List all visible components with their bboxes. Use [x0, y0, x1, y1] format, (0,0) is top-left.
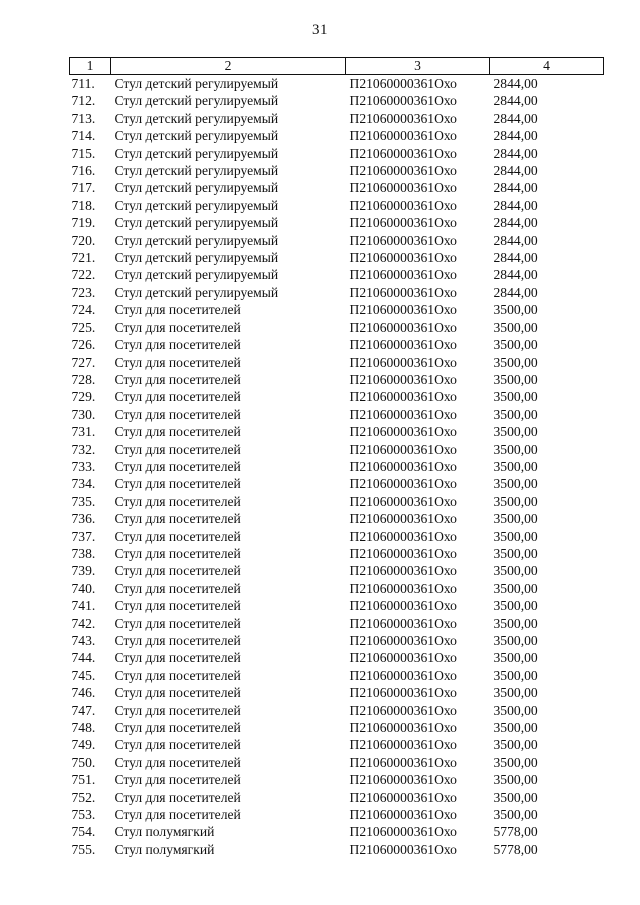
- row-number: 748.: [71, 720, 96, 736]
- item-price: 2844,00: [493, 93, 538, 109]
- header-col-4: 4: [490, 58, 604, 75]
- item-price: 3500,00: [493, 580, 538, 596]
- item-name: Стул для посетителей: [114, 563, 241, 579]
- item-name: Стул детский регулируемый: [114, 250, 279, 266]
- item-price: 2844,00: [493, 128, 538, 144]
- table-body: [70, 75, 604, 859]
- item-name: Стул детский регулируемый: [114, 93, 279, 109]
- table-row: [70, 232, 604, 249]
- item-name: Стул для посетителей: [114, 754, 241, 770]
- item-name: Стул полумягкий: [114, 841, 215, 857]
- item-name: Стул для посетителей: [114, 476, 241, 492]
- row-number: 714.: [71, 128, 96, 144]
- row-number: 725.: [71, 319, 96, 335]
- inventory-code: П21060000361Охо: [349, 389, 457, 405]
- item-price: 3500,00: [493, 807, 538, 823]
- inventory-code: П21060000361Охо: [349, 337, 457, 353]
- table-row: [70, 92, 604, 109]
- row-number: 722.: [71, 267, 96, 283]
- item-price: 3500,00: [493, 441, 538, 457]
- row-number: 733.: [71, 458, 96, 474]
- row-number: 717.: [71, 180, 96, 196]
- item-name: Стул для посетителей: [114, 667, 241, 683]
- table-row: [70, 684, 604, 701]
- item-price: 2844,00: [493, 145, 538, 161]
- inventory-code: П21060000361Охо: [349, 441, 457, 457]
- item-price: 3500,00: [493, 337, 538, 353]
- table-row: [70, 580, 604, 597]
- table-row: [70, 510, 604, 527]
- inventory-code: П21060000361Охо: [349, 563, 457, 579]
- row-number: 718.: [71, 197, 96, 213]
- inventory-code: П21060000361Охо: [349, 493, 457, 509]
- row-number: 715.: [71, 145, 96, 161]
- item-price: 3500,00: [493, 511, 538, 527]
- row-number: 747.: [71, 702, 96, 718]
- item-name: Стул для посетителей: [114, 354, 241, 370]
- table-row: [70, 562, 604, 579]
- inventory-code: П21060000361Охо: [349, 511, 457, 527]
- row-number: 730.: [71, 406, 96, 422]
- item-name: Стул для посетителей: [114, 319, 241, 335]
- inventory-code: П21060000361Охо: [349, 754, 457, 770]
- row-number: 723.: [71, 284, 96, 300]
- table-row: [70, 789, 604, 806]
- table-row: [70, 162, 604, 179]
- item-price: 2844,00: [493, 232, 538, 248]
- item-name: Стул для посетителей: [114, 598, 241, 614]
- table-row: [70, 719, 604, 736]
- item-name: Стул для посетителей: [114, 389, 241, 405]
- inventory-code: П21060000361Охо: [349, 110, 457, 126]
- item-price: 3500,00: [493, 545, 538, 561]
- item-price: 3500,00: [493, 424, 538, 440]
- item-name: Стул детский регулируемый: [114, 76, 279, 91]
- row-number: 745.: [71, 667, 96, 683]
- item-name: Стул детский регулируемый: [114, 284, 279, 300]
- item-price: 5778,00: [493, 841, 538, 857]
- row-number: 735.: [71, 493, 96, 509]
- inventory-code: П21060000361Охо: [349, 615, 457, 631]
- inventory-code: П21060000361Охо: [349, 528, 457, 544]
- table-row: [70, 371, 604, 388]
- row-number: 741.: [71, 598, 96, 614]
- item-name: Стул для посетителей: [114, 458, 241, 474]
- item-price: 3500,00: [493, 528, 538, 544]
- item-price: 3500,00: [493, 563, 538, 579]
- row-number: 713.: [71, 110, 96, 126]
- item-price: 2844,00: [493, 110, 538, 126]
- row-number: 744.: [71, 650, 96, 666]
- item-price: 3500,00: [493, 598, 538, 614]
- table-row: [70, 266, 604, 283]
- row-number: 736.: [71, 511, 96, 527]
- item-price: 2844,00: [493, 163, 538, 179]
- item-name: Стул для посетителей: [114, 337, 241, 353]
- inventory-code: П21060000361Охо: [349, 580, 457, 596]
- row-number: 743.: [71, 633, 96, 648]
- table-row: [70, 649, 604, 666]
- item-price: 3500,00: [493, 702, 538, 718]
- table-row: [70, 388, 604, 405]
- item-name: Стул для посетителей: [114, 511, 241, 527]
- item-name: Стул для посетителей: [114, 650, 241, 666]
- item-name: Стул для посетителей: [114, 772, 241, 788]
- table-row: [70, 110, 604, 127]
- table-row: [70, 597, 604, 614]
- row-number: 719.: [71, 215, 96, 231]
- item-price: 3500,00: [493, 354, 538, 370]
- inventory-code: П21060000361Охо: [349, 772, 457, 788]
- table-row: [70, 493, 604, 510]
- item-price: 3500,00: [493, 667, 538, 683]
- row-number: 738.: [71, 545, 96, 561]
- table-header: [70, 58, 604, 75]
- table-row: [70, 127, 604, 144]
- item-price: 2844,00: [493, 197, 538, 213]
- inventory-code: П21060000361Охо: [349, 807, 457, 823]
- item-name: Стул для посетителей: [114, 580, 241, 596]
- header-col-1: 1: [70, 58, 111, 75]
- table-row: [70, 528, 604, 545]
- item-price: 3500,00: [493, 633, 538, 648]
- item-price: 3500,00: [493, 685, 538, 701]
- row-number: 742.: [71, 615, 96, 631]
- item-price: 2844,00: [493, 215, 538, 231]
- item-name: Стул для посетителей: [114, 737, 241, 753]
- row-number: 754.: [71, 824, 96, 840]
- item-price: 3500,00: [493, 772, 538, 788]
- item-price: 3500,00: [493, 720, 538, 736]
- row-number: 729.: [71, 389, 96, 405]
- item-name: Стул полумягкий: [114, 824, 215, 840]
- row-number: 726.: [71, 337, 96, 353]
- row-number: 728.: [71, 371, 96, 387]
- inventory-table: [69, 57, 604, 858]
- inventory-code: П21060000361Охо: [349, 76, 457, 91]
- item-price: 3500,00: [493, 789, 538, 805]
- item-name: Стул детский регулируемый: [114, 267, 279, 283]
- inventory-code: П21060000361Охо: [349, 650, 457, 666]
- item-name: Стул для посетителей: [114, 685, 241, 701]
- inventory-code: П21060000361Охо: [349, 354, 457, 370]
- item-name: Стул детский регулируемый: [114, 145, 279, 161]
- table-row: [70, 667, 604, 684]
- row-number: 746.: [71, 685, 96, 701]
- item-price: 3500,00: [493, 650, 538, 666]
- row-number: 740.: [71, 580, 96, 596]
- item-name: Стул детский регулируемый: [114, 215, 279, 231]
- table-row: [70, 301, 604, 318]
- table-row: [70, 458, 604, 475]
- item-name: Стул для посетителей: [114, 441, 241, 457]
- item-price: 3500,00: [493, 476, 538, 492]
- item-price: 2844,00: [493, 76, 538, 91]
- inventory-code: П21060000361Охо: [349, 598, 457, 614]
- item-price: 3500,00: [493, 319, 538, 335]
- table-row: [70, 823, 604, 840]
- inventory-code: П21060000361Охо: [349, 458, 457, 474]
- inventory-code: П21060000361Охо: [349, 702, 457, 718]
- item-price: 2844,00: [493, 250, 538, 266]
- inventory-code: П21060000361Охо: [349, 145, 457, 161]
- table-row: [70, 214, 604, 231]
- item-name: Стул детский регулируемый: [114, 128, 279, 144]
- inventory-code: П21060000361Охо: [349, 180, 457, 196]
- table-row: [70, 249, 604, 266]
- table-row: [70, 475, 604, 492]
- item-price: 3500,00: [493, 458, 538, 474]
- item-name: Стул детский регулируемый: [114, 110, 279, 126]
- table-row: [70, 441, 604, 458]
- table-row: [70, 806, 604, 823]
- inventory-code: П21060000361Охо: [349, 841, 457, 857]
- item-price: 3500,00: [493, 615, 538, 631]
- row-number: 721.: [71, 250, 96, 266]
- header-row: [70, 58, 604, 75]
- inventory-code: П21060000361Охо: [349, 215, 457, 231]
- row-number: 712.: [71, 93, 96, 109]
- row-number: 753.: [71, 807, 96, 823]
- table-row: [70, 615, 604, 632]
- inventory-code: П21060000361Охо: [349, 163, 457, 179]
- table-row: [70, 336, 604, 353]
- inventory-code: П21060000361Охо: [349, 128, 457, 144]
- row-number: 749.: [71, 737, 96, 753]
- item-name: Стул для посетителей: [114, 371, 241, 387]
- table-row: [70, 145, 604, 162]
- row-number: 752.: [71, 789, 96, 805]
- inventory-code: П21060000361Охо: [349, 232, 457, 248]
- item-name: Стул для посетителей: [114, 493, 241, 509]
- item-name: Стул для посетителей: [114, 633, 241, 648]
- inventory-code: П21060000361Охо: [349, 250, 457, 266]
- row-number: 734.: [71, 476, 96, 492]
- table-row: [70, 75, 604, 93]
- inventory-code: П21060000361Охо: [349, 302, 457, 318]
- item-name: Стул для посетителей: [114, 702, 241, 718]
- table-row: [70, 406, 604, 423]
- page-number: 31: [312, 22, 328, 38]
- row-number: 724.: [71, 302, 96, 318]
- inventory-code: П21060000361Охо: [349, 545, 457, 561]
- inventory-code: П21060000361Охо: [349, 319, 457, 335]
- item-price: 5778,00: [493, 824, 538, 840]
- inventory-code: П21060000361Охо: [349, 685, 457, 701]
- inventory-code: П21060000361Охо: [349, 93, 457, 109]
- inventory-code: П21060000361Охо: [349, 667, 457, 683]
- item-price: 2844,00: [493, 267, 538, 283]
- table-row: [70, 319, 604, 336]
- table-row: [70, 754, 604, 771]
- row-number: 739.: [71, 563, 96, 579]
- item-name: Стул для посетителей: [114, 406, 241, 422]
- table-row: [70, 841, 604, 858]
- row-number: 731.: [71, 424, 96, 440]
- item-price: 2844,00: [493, 284, 538, 300]
- inventory-code: П21060000361Охо: [349, 284, 457, 300]
- table-row: [70, 197, 604, 214]
- item-name: Стул для посетителей: [114, 789, 241, 805]
- row-number: 720.: [71, 232, 96, 248]
- item-name: Стул для посетителей: [114, 807, 241, 823]
- inventory-code: П21060000361Охо: [349, 824, 457, 840]
- inventory-code: П21060000361Охо: [349, 267, 457, 283]
- item-name: Стул для посетителей: [114, 720, 241, 736]
- item-name: Стул детский регулируемый: [114, 180, 279, 196]
- item-price: 3500,00: [493, 493, 538, 509]
- item-name: Стул детский регулируемый: [114, 197, 279, 213]
- item-price: 3500,00: [493, 302, 538, 318]
- row-number: 755.: [71, 841, 96, 857]
- inventory-code: П21060000361Охо: [349, 197, 457, 213]
- table-row: [70, 354, 604, 371]
- item-name: Стул детский регулируемый: [114, 163, 279, 179]
- item-price: 2844,00: [493, 180, 538, 196]
- table-row: [70, 284, 604, 301]
- header-col-3: 3: [346, 58, 490, 75]
- item-price: 3500,00: [493, 754, 538, 770]
- table-row: [70, 702, 604, 719]
- table-row: [70, 423, 604, 440]
- inventory-code: П21060000361Охо: [349, 476, 457, 492]
- row-number: 750.: [71, 754, 96, 770]
- header-col-2: 2: [111, 58, 346, 75]
- row-number: 716.: [71, 163, 96, 179]
- row-number: 711.: [71, 76, 95, 91]
- inventory-code: П21060000361Охо: [349, 737, 457, 753]
- inventory-code: П21060000361Охо: [349, 424, 457, 440]
- item-price: 3500,00: [493, 737, 538, 753]
- inventory-code: П21060000361Охо: [349, 371, 457, 387]
- item-name: Стул детский регулируемый: [114, 232, 279, 248]
- inventory-code: П21060000361Охо: [349, 789, 457, 805]
- table-row: [70, 632, 604, 649]
- item-price: 3500,00: [493, 406, 538, 422]
- item-name: Стул для посетителей: [114, 528, 241, 544]
- table-row: [70, 736, 604, 753]
- item-name: Стул для посетителей: [114, 302, 241, 318]
- inventory-code: П21060000361Охо: [349, 633, 457, 648]
- row-number: 737.: [71, 528, 96, 544]
- row-number: 732.: [71, 441, 96, 457]
- table-row: [70, 545, 604, 562]
- table-row: [70, 179, 604, 196]
- inventory-code: П21060000361Охо: [349, 406, 457, 422]
- table-row: [70, 771, 604, 788]
- item-name: Стул для посетителей: [114, 615, 241, 631]
- row-number: 751.: [71, 772, 96, 788]
- row-number: 727.: [71, 354, 96, 370]
- item-price: 3500,00: [493, 389, 538, 405]
- item-name: Стул для посетителей: [114, 545, 241, 561]
- item-price: 3500,00: [493, 371, 538, 387]
- item-name: Стул для посетителей: [114, 424, 241, 440]
- inventory-code: П21060000361Охо: [349, 720, 457, 736]
